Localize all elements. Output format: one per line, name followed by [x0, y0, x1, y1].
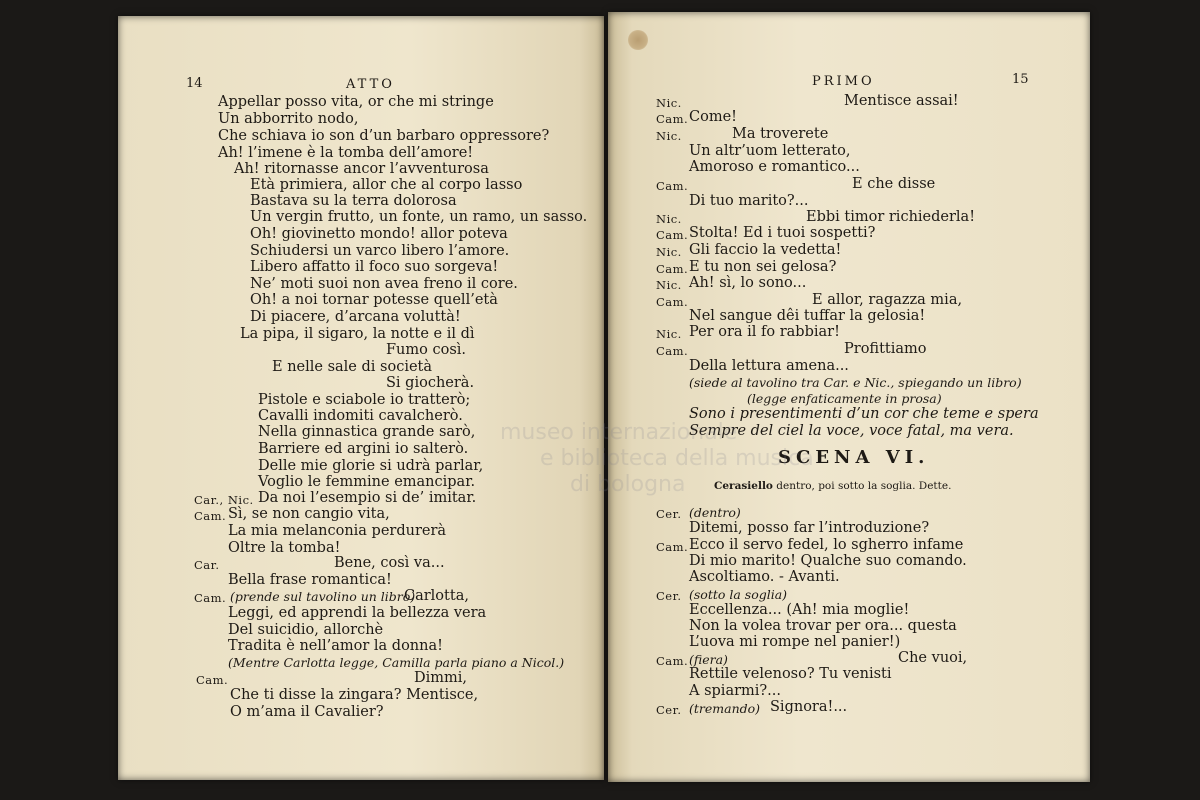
verse-line: Sempre del ciel la voce, voce fatal, ma vera. — [689, 423, 1014, 439]
verse-line: A spiarmi?... — [689, 683, 782, 699]
scene-subtitle — [714, 478, 951, 494]
verse-line: Per ora il fo rabbiar! — [689, 324, 840, 340]
verse-line: Sì, se non cangio vita, — [228, 506, 390, 522]
speaker-label: Cam. — [656, 540, 689, 554]
speaker-label: Cam. — [656, 228, 689, 242]
paper-stain — [628, 30, 648, 50]
watermark-line: museo internazionale — [500, 420, 738, 445]
verse-line: Ecco il servo fedel, lo sgherro infame — [689, 537, 964, 553]
verse-line: Della lettura amena... — [689, 358, 849, 374]
verse-line: E tu non sei gelosa? — [689, 259, 837, 275]
left-running-header: ATTO — [346, 77, 395, 92]
verse-line: Oh! giovinetto mondo! allor poteva — [250, 226, 508, 242]
scene-character: Cerasiello — [714, 480, 773, 492]
verse-line: Nella ginnastica grande sarò, — [258, 424, 476, 440]
speaker-label: Cam. — [194, 591, 227, 605]
speaker-label: Cam. — [656, 654, 689, 668]
verse-line: Ah! sì, lo sono... — [689, 275, 807, 291]
speaker-label: Cer. — [656, 589, 682, 603]
verse-line: Bella frase romantica! — [228, 572, 392, 588]
right-page-number: 15 — [1012, 72, 1029, 87]
verse-line: L’uova mi rompe nel panier!) — [689, 634, 901, 650]
verse-line: Signora!... — [770, 699, 848, 715]
speaker-label: Cer. — [656, 507, 682, 521]
verse-line: Un abborrito nodo, — [218, 111, 359, 127]
speaker-label: Cam. — [656, 295, 689, 309]
watermark-line: di bologna — [570, 472, 686, 497]
verse-line: O m’ama il Cavalier? — [230, 704, 384, 720]
verse-line: Barriere ed argini io salterò. — [258, 441, 469, 457]
verse-line: Carlotta, — [404, 588, 469, 604]
verse-line: Bastava su la terra dolorosa — [250, 193, 457, 209]
verse-line: Mentisce assai! — [844, 93, 959, 109]
verse-line: Gli faccio la vedetta! — [689, 242, 842, 258]
verse-line: Amoroso e romantico... — [689, 159, 860, 175]
right-running-header: PRIMO — [812, 74, 875, 89]
left-page-number: 14 — [186, 76, 203, 91]
verse-line: Da noi l’esempio si de’ imitar. — [258, 490, 477, 506]
verse-line: Ah! ritornasse ancor l’avventurosa — [234, 161, 489, 177]
speaker-label: Car. — [194, 558, 220, 572]
verse-line: Un altr’uom letterato, — [689, 143, 851, 159]
verse-line: Libero affatto il foco suo sorgeva! — [250, 259, 499, 275]
verse-line: Che schiava io son d’un barbaro oppressore? — [218, 128, 550, 144]
verse-line: Ah! l’imene è la tomba dell’amore! — [218, 145, 474, 161]
speaker-label: Cer. — [656, 703, 682, 717]
speaker-label: Nic. — [656, 278, 682, 292]
speaker-label: Nic. — [656, 327, 682, 341]
verse-line: Come! — [689, 109, 737, 125]
verse-line: Bene, così va... — [334, 555, 445, 571]
verse-line: Dimmi, — [414, 670, 468, 686]
stage-direction: (legge enfaticamente in prosa) — [747, 391, 942, 406]
speaker-label: Car., Nic. — [194, 493, 254, 507]
verse-line: Eccellenza... (Ah! mia moglie! — [689, 602, 910, 618]
speaker-label: Nic. — [656, 129, 682, 143]
stage-direction: (tremando) — [689, 701, 761, 716]
verse-line: Di mio marito! Qualche suo comando. — [689, 553, 967, 569]
verse-line: Cavalli indomiti cavalcherò. — [258, 408, 463, 424]
speaker-label: Cam. — [656, 344, 689, 358]
verse-line: Che ti disse la zingara? Mentisce, — [230, 687, 479, 703]
verse-line: Che vuoi, — [898, 650, 968, 666]
verse-line: Età primiera, allor che al corpo lasso — [250, 177, 523, 193]
verse-line: Ebbi timor richiederla! — [806, 209, 976, 225]
verse-line: La pipa, il sigaro, la notte e il dì — [240, 326, 475, 342]
speaker-label: Nic. — [656, 212, 682, 226]
verse-line: E nelle sale di società — [272, 359, 433, 375]
verse-line: E allor, ragazza mia, — [812, 292, 963, 308]
verse-line: Di tuo marito?... — [689, 193, 809, 209]
stage-direction: (siede al tavolino tra Car. e Nic., spiegando un libro) — [689, 375, 1022, 390]
verse-line: Di piacere, d’arcana voluttà! — [250, 309, 461, 325]
stage-direction: (prende sul tavolino un libro) — [230, 589, 416, 604]
verse-line: Ditemi, posso far l’introduzione? — [689, 520, 930, 536]
verse-line: Nel sangue dêi tuffar la gelosia! — [689, 308, 926, 324]
verse-line: Voglio le femmine emancipar. — [258, 474, 476, 490]
verse-line: Schiudersi un varco libero l’amore. — [250, 243, 510, 259]
speaker-label: Cam. — [196, 673, 229, 687]
verse-line: Ne’ moti suoi non avea freno il core. — [250, 276, 518, 292]
stage-direction: (dentro) — [689, 505, 741, 520]
scene-subtitle-text: dentro, poi sotto la soglia. Dette. — [776, 480, 952, 492]
verse-line: Leggi, ed apprendi la bellezza vera — [228, 605, 487, 621]
verse-line: Un vergin frutto, un fonte, un ramo, un sasso. — [250, 209, 588, 225]
verse-line: Pistole e sciabole io tratterò; — [258, 392, 471, 408]
stage-direction: (fiera) — [689, 652, 728, 667]
stage-direction: (sotto la soglia) — [689, 587, 788, 602]
watermark-line: e biblioteca della musica — [540, 446, 814, 471]
verse-line: Stolta! Ed i tuoi sospetti? — [689, 225, 876, 241]
speaker-label: Nic. — [656, 245, 682, 259]
verse-line: Appellar posso vita, or che mi stringe — [218, 94, 494, 110]
verse-line: Tradita è nell’amor la donna! — [228, 638, 443, 654]
verse-line: Rettile velenoso? Tu venisti — [689, 666, 892, 682]
verse-line: Delle mie glorie si udrà parlar, — [258, 458, 484, 474]
verse-line: E che disse — [852, 176, 936, 192]
verse-line: Ascoltiamo. - Avanti. — [689, 569, 840, 585]
stage-direction: (Mentre Carlotta legge, Camilla parla piano a Nicol.) — [228, 655, 565, 670]
verse-line: Si giocherà. — [386, 375, 475, 391]
verse-line: Ma troverete — [732, 126, 829, 142]
speaker-label: Nic. — [656, 96, 682, 110]
speaker-label: Cam. — [656, 262, 689, 276]
scene-title: SCENA VI. — [778, 447, 930, 468]
speaker-label: Cam. — [656, 179, 689, 193]
speaker-label: Cam. — [194, 509, 227, 523]
speaker-label: Cam. — [656, 112, 689, 126]
verse-line: Sono i presentimenti d’un cor che teme e spera — [689, 406, 1039, 422]
verse-line: La mia melanconia perdurerà — [228, 523, 447, 539]
verse-line: Fumo così. — [386, 342, 467, 358]
verse-line: Oh! a noi tornar potesse quell’età — [250, 292, 498, 308]
verse-line: Del suicidio, allorchè — [228, 622, 384, 638]
verse-line: Oltre la tomba! — [228, 540, 341, 556]
verse-line: Profittiamo — [844, 341, 927, 357]
verse-line: Non la volea trovar per ora... questa — [689, 618, 957, 634]
